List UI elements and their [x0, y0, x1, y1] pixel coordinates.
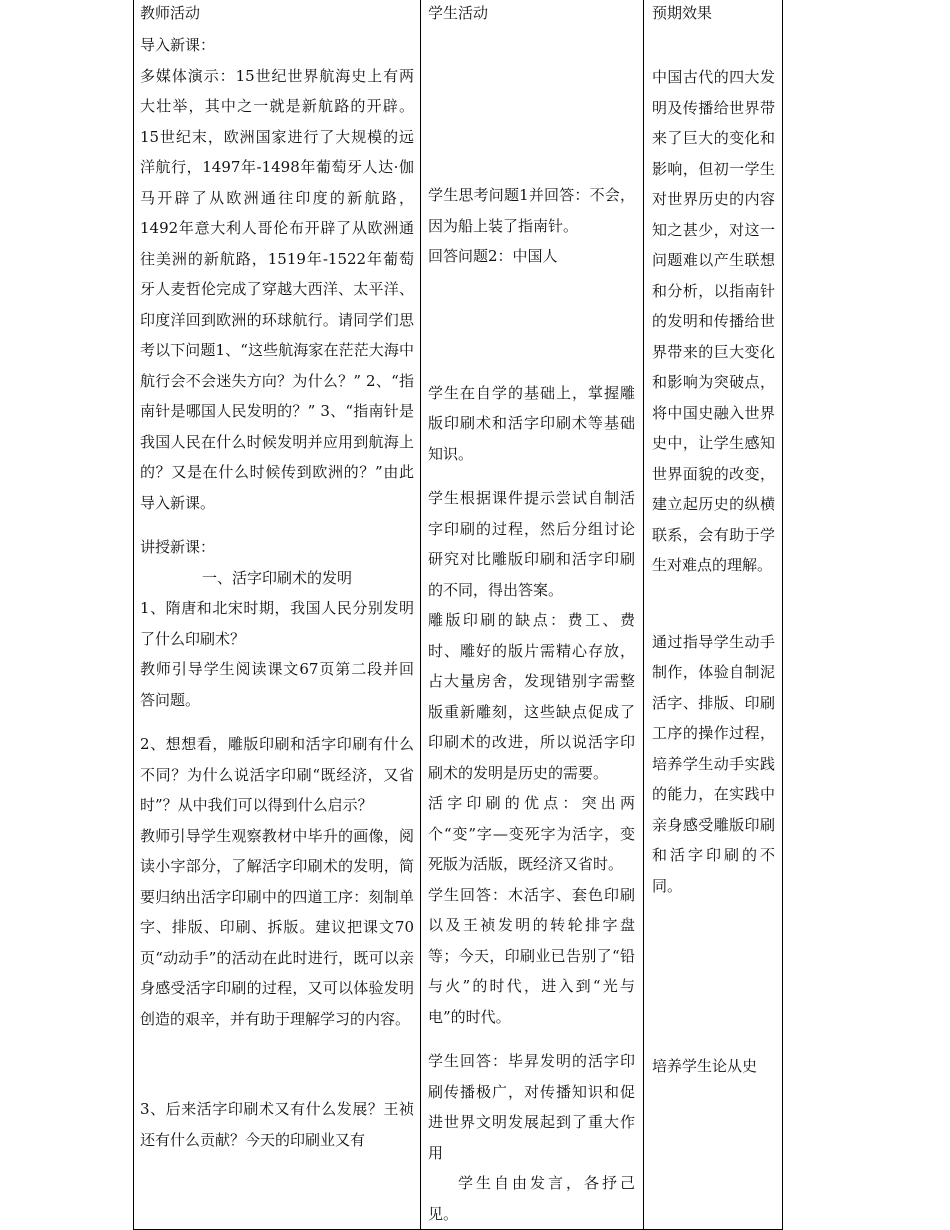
column-divider-2: [643, 0, 644, 1230]
student-answer-development: 学生回答：木活字、套色印刷以及王祯发明的转轮排字盘等；今天，印刷业已告别了“铅与火”的时代，进入到“光与电”的时代。: [428, 885, 635, 1026]
spacer: [140, 518, 414, 532]
column-divider-1: [420, 0, 421, 1230]
expected-effect-3: 培养学生论从史: [652, 1057, 758, 1075]
intro-heading: 导入新课：: [140, 36, 216, 54]
spacer: [140, 1034, 414, 1094]
table-border-left: [133, 0, 134, 1230]
effect-column: [652, 2, 775, 1082]
table-border-right: [782, 0, 783, 1230]
question-1: 1、隋唐和北宋时期，我国人民分别发明了什么印刷术？: [140, 599, 414, 648]
question-3: 3、后来活字印刷术又有什么发展？王祯还有什么贡献？今天的印刷业又有: [140, 1100, 414, 1149]
student-self-study: 学生在自学的基础上，掌握雕版印刷术和活字印刷术等基础知识。: [428, 383, 635, 463]
movable-type-advantages: 活字印刷的优点：突出两个“变”字—变死字为活字，变死版为活版，既经济又省时。: [428, 794, 635, 873]
lecture-heading: 讲授新课：: [140, 538, 216, 556]
student-answer-spread: 学生回答：毕昇发明的活字印刷传播极广，对传播知识和促进世界文明发展起到了重大作用: [428, 1052, 635, 1162]
student-answer-2: 回答问题2：中国人: [428, 247, 558, 265]
effect-column-header: 预期效果: [652, 4, 713, 22]
student-column: [428, 2, 635, 1229]
student-try-printing: 学生根据课件提示尝试自制活字印刷的过程，然后分组讨论研究对比雕版印刷和活字印刷的不同，得出答案。: [428, 489, 635, 599]
block-printing-drawbacks: 雕版印刷的缺点：费工、费时、雕好的版片需精心存放，占大量房舍，发现错别字需整版重新雕刻，这些缺点促成了印刷术的改进，所以说活字印刷术的发明是历史的需要。: [428, 611, 635, 782]
spacer: [652, 30, 775, 62]
spacer: [652, 581, 775, 627]
question-2-guide: 教师引导学生观察教材中毕升的画像，阅读小字部分，了解活字印刷术的发明，简要归纳出活字印刷中的四道工序：刻制单字、排版、印刷、拆版。建议把课文70页“动动手”的活动在此时进行，既可以亲身感受活字印刷的过程，又可以体验发明创造的艰辛，并有助于理解学习的内容。: [140, 826, 414, 1028]
expected-effect-1: 中国古代的四大发明及传播给世界带来了巨大的变化和影响，但初一学生对世界历史的内容知之甚少，对这一问题难以产生联想和分析，以指南针的发明和传播给世界带来的巨大变化和影响为突破点，将中国史融入世界史中，让学生感知世界面貌的改变，建立起历史的纵横联系，会有助于学生对难点的理解。: [652, 68, 775, 574]
teacher-column-header: 教师活动: [140, 4, 201, 22]
spacer: [428, 272, 635, 378]
spacer: [140, 715, 414, 729]
spacer: [428, 1032, 635, 1046]
intro-body: 多媒体演示：15世纪世界航海史上有两大壮举，其中之一就是新航路的开辟。15世纪末，欧洲国家进行了大规模的远洋航行，1497年-1498年葡萄牙人达·伽马开辟了从欧洲通往印度的新航路，1492年意大利人哥伦布开辟了从欧洲通往美洲的新航路，1519年-1522年葡萄牙人麦哲伦完成了穿越大西洋、太平洋、印度洋回到欧洲的环球航行。请同学们思考以下问题1、“这些航海家在茫茫大海中航行会不会迷失方向？为什么？” 2、“指南针是哪国人民发明的？” 3、“指南针是我国人民在什么时候发明并应用到航海上的？又是在什么时候传到欧洲的？”由此导入新课。: [140, 66, 414, 512]
spacer: [428, 469, 635, 483]
student-answer-1: 学生思考问题1并回答：不会，因为船上装了指南针。: [428, 186, 635, 235]
expected-effect-2: 通过指导学生动手制作，体验自制泥活字、排版、印刷工序的操作过程，培养学生动手实践的能力，在实践中亲身感受雕版印刷和活字印刷的不同。: [652, 632, 775, 895]
question-1-guide: 教师引导学生阅读课文67页第二段并回答问题。: [140, 660, 414, 709]
student-column-header: 学生活动: [428, 4, 489, 22]
question-2: 2、想想看，雕版印刷和活字印刷有什么不同？为什么说活字印刷“既经济，又省时”？从中我们可以得到什么启示？: [140, 735, 414, 814]
spacer: [428, 30, 635, 180]
student-free-discussion: 学生自由发言，各抒己见。: [428, 1174, 635, 1223]
spacer: [652, 901, 775, 1051]
section-title: 一、活字印刷术的发明: [201, 568, 352, 587]
teacher-column: [140, 2, 414, 1155]
